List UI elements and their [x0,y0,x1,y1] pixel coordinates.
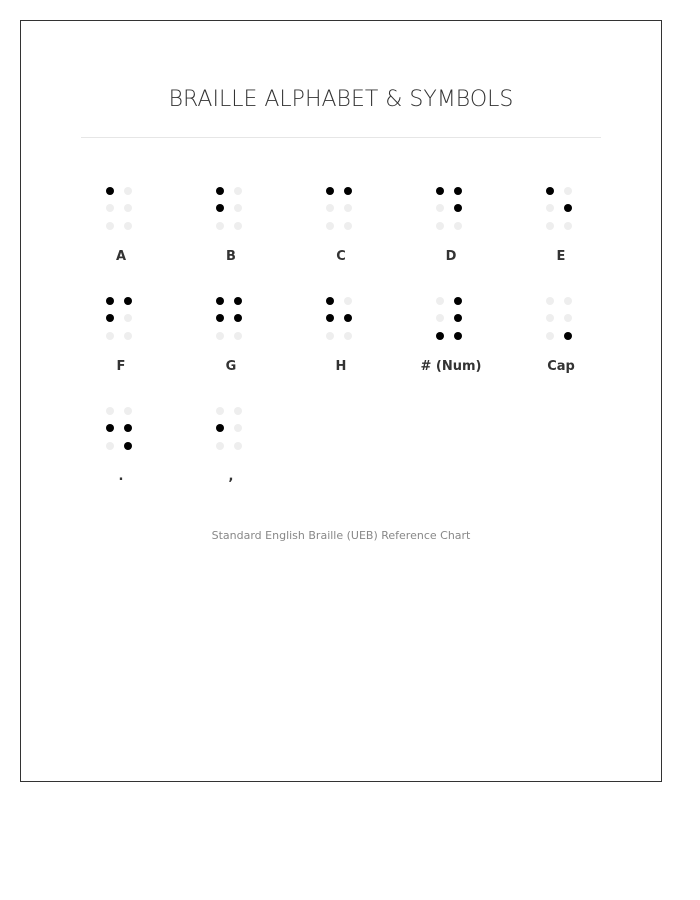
flat-dot [344,332,352,340]
braille-dot-matrix [216,407,246,455]
flat-dot [564,222,572,230]
braille-cell [176,181,286,291]
raised-dot [234,297,242,305]
flat-dot [436,314,444,322]
flat-dot [106,442,114,450]
flat-dot [564,187,572,195]
flat-dot [216,407,224,415]
flat-dot [454,222,462,230]
flat-dot [344,222,352,230]
flat-dot [234,204,242,212]
flat-dot [326,204,334,212]
braille-cell [506,291,616,401]
braille-cell [66,401,176,511]
braille-cell [286,181,396,291]
raised-dot [216,424,224,432]
raised-dot [454,204,462,212]
braille-dot-matrix [436,187,466,235]
braille-cell-label: Cap [547,359,575,374]
title-divider [81,137,601,138]
braille-cell [396,181,506,291]
flat-dot [546,222,554,230]
braille-cell-label: D [445,249,457,264]
braille-cell [176,401,286,511]
raised-dot [564,204,572,212]
braille-dot-matrix [436,297,466,345]
raised-dot [454,332,462,340]
flat-dot [234,424,242,432]
flat-dot [234,442,242,450]
flat-dot [234,407,242,415]
raised-dot [106,424,114,432]
raised-dot [106,297,114,305]
raised-dot [106,314,114,322]
braille-cell-label: E [556,249,566,264]
flat-dot [436,297,444,305]
raised-dot [564,332,572,340]
braille-cell [66,181,176,291]
raised-dot [326,297,334,305]
raised-dot [106,187,114,195]
flat-dot [124,332,132,340]
flat-dot [546,204,554,212]
flat-dot [124,407,132,415]
braille-cell [176,291,286,401]
raised-dot [436,187,444,195]
raised-dot [124,297,132,305]
braille-dot-matrix [326,187,356,235]
braille-cell-label: G [225,359,237,374]
raised-dot [326,187,334,195]
flat-dot [436,204,444,212]
braille-cell [506,181,616,291]
braille-dot-matrix [106,407,136,455]
flat-dot [234,332,242,340]
raised-dot [454,187,462,195]
raised-dot [344,314,352,322]
raised-dot [216,187,224,195]
braille-cell-label: . [118,469,124,484]
braille-cell-label: , [228,469,234,484]
braille-dot-matrix [326,297,356,345]
flat-dot [546,297,554,305]
braille-dot-matrix [106,187,136,235]
raised-dot [454,297,462,305]
raised-dot [344,187,352,195]
flat-dot [436,222,444,230]
flat-dot [216,442,224,450]
flat-dot [106,407,114,415]
flat-dot [106,222,114,230]
raised-dot [216,314,224,322]
flat-dot [234,222,242,230]
braille-dot-matrix [106,297,136,345]
flat-dot [216,332,224,340]
flat-dot [344,297,352,305]
flat-dot [124,314,132,322]
braille-cell [286,291,396,401]
flat-dot [106,332,114,340]
flat-dot [546,314,554,322]
flat-dot [564,314,572,322]
raised-dot [216,204,224,212]
braille-cell-label: F [116,359,126,374]
braille-cell-label: C [336,249,346,264]
braille-dot-matrix [216,187,246,235]
flat-dot [124,187,132,195]
flat-dot [216,222,224,230]
flat-dot [234,187,242,195]
raised-dot [326,314,334,322]
braille-cell [396,291,506,401]
raised-dot [436,332,444,340]
braille-cell [66,291,176,401]
raised-dot [216,297,224,305]
braille-dot-matrix [546,187,576,235]
flat-dot [326,332,334,340]
flat-dot [564,297,572,305]
braille-cell-label: A [115,249,127,264]
braille-dot-matrix [216,297,246,345]
braille-cell-label: B [226,249,236,264]
flat-dot [344,204,352,212]
raised-dot [546,187,554,195]
raised-dot [454,314,462,322]
flat-dot [106,204,114,212]
chart-frame [20,20,662,782]
page-title: BRAILLE ALPHABET & SYMBOLS [168,87,514,112]
raised-dot [234,314,242,322]
flat-dot [326,222,334,230]
footer-caption: Standard English Braille (UEB) Reference Chart [211,529,471,542]
flat-dot [124,204,132,212]
flat-dot [124,222,132,230]
raised-dot [124,442,132,450]
braille-cell-label: # (Num) [420,359,482,374]
flat-dot [546,332,554,340]
raised-dot [124,424,132,432]
braille-dot-matrix [546,297,576,345]
braille-cell-label: H [335,359,347,374]
